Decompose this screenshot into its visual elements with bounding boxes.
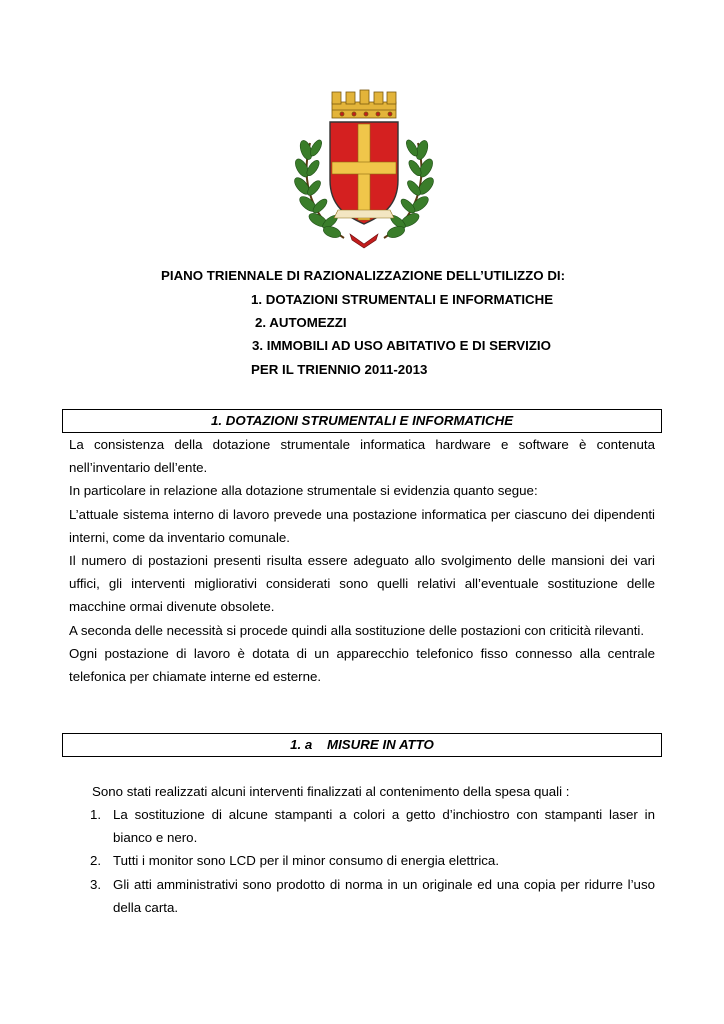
- list-item: [88, 803, 655, 849]
- heading-item-2: 2. AUTOMEZZI: [255, 315, 347, 330]
- list-item: [88, 849, 655, 872]
- paragraph: Il numero di postazioni presenti risulta essere adeguato allo svolgimento delle mansioni dei vari uffici, gli interventi migliorativi considerati sono quelli relativi all’eventuale sostituzione delle macchine ormai divenute obsolete.: [69, 553, 655, 615]
- section-1-body: [69, 433, 655, 688]
- heading-item-1: 1. DOTAZIONI STRUMENTALI E INFORMATICHE: [251, 292, 554, 307]
- section-1-title: 1. DOTAZIONI STRUMENTALI E INFORMATICHE: [210, 413, 514, 428]
- list-item-number: 1.: [90, 807, 102, 822]
- list-item-text: La sostituzione di alcune stampanti a colori a getto d’inchiostro con stampanti laser in bianco e nero.: [113, 807, 655, 846]
- paragraph: Ogni postazione di lavoro è dotata di un apparecchio telefonico fisso connesso alla centrale telefonica per chiamate interne ed esterne.: [69, 645, 655, 685]
- section-1a-intro: Sono stati realizzati alcuni interventi finalizzati al contenimento della spesa quali :: [92, 784, 570, 799]
- list-item-number: 2.: [90, 853, 102, 869]
- paragraph: L’attuale sistema interno di lavoro prevede una postazione informatica per ciascuno dei dipendenti interni, come da inventario comunale.: [69, 506, 655, 545]
- section-1a-title-box: [62, 733, 662, 757]
- list-item: [88, 873, 655, 919]
- document-title: PIANO TRIENNALE DI RAZIONALIZZAZIONE DELL’UTILIZZO DI:: [161, 268, 566, 283]
- list-item-text: Gli atti amministrativi sono prodotto di norma in un originale ed una copia per ridurre l’uso della carta.: [113, 876, 655, 915]
- section-1a-title: 1. a MISURE IN ATTO: [290, 737, 434, 752]
- heading-item-3: 3. IMMOBILI AD USO ABITATIVO E DI SERVIZIO: [252, 338, 551, 353]
- list-item-text: Tutti i monitor sono LCD per il minor consumo di energia elettrica.: [113, 853, 500, 869]
- paragraph: In particolare in relazione alla dotazione strumentale si evidenzia quanto segue:: [69, 483, 538, 499]
- paragraph: A seconda delle necessità si procede quindi alla sostituzione delle postazioni con criticità rilevanti.: [69, 622, 645, 638]
- coat-of-arms-logo: [292, 88, 436, 250]
- section-1-title-box: [62, 409, 662, 433]
- heading-period: PER IL TRIENNIO 2011-2013: [251, 362, 428, 377]
- measures-list: [88, 803, 655, 919]
- paragraph: La consistenza della dotazione strumentale informatica hardware e software è contenuta nell’inventario dell’ente.: [69, 437, 655, 476]
- list-item-number: 3.: [90, 876, 102, 892]
